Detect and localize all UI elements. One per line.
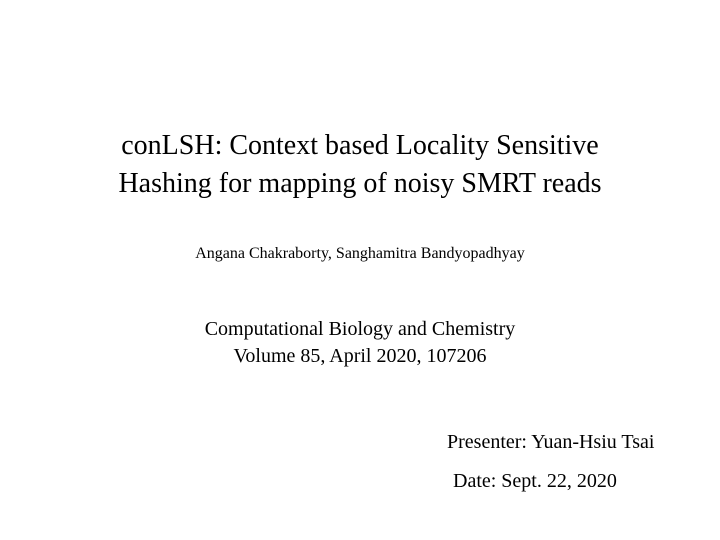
authors-line: Angana Chakraborty, Sanghamitra Bandyopadhyay xyxy=(195,245,525,262)
publication-venue xyxy=(0,316,720,370)
date-text: Date: Sept. 22, 2020 xyxy=(453,470,617,492)
slide-title xyxy=(0,127,720,203)
presenter-text: Presenter: Yuan-Hsiu Tsai xyxy=(447,431,655,453)
title-line-1: conLSH: Context based Locality Sensitive xyxy=(121,130,599,161)
venue-line-1: Computational Biology and Chemistry xyxy=(204,318,516,340)
title-line-2: Hashing for mapping of noisy SMRT reads xyxy=(118,168,602,199)
venue-line-2: Volume 85, April 2020, 107206 xyxy=(233,345,487,367)
